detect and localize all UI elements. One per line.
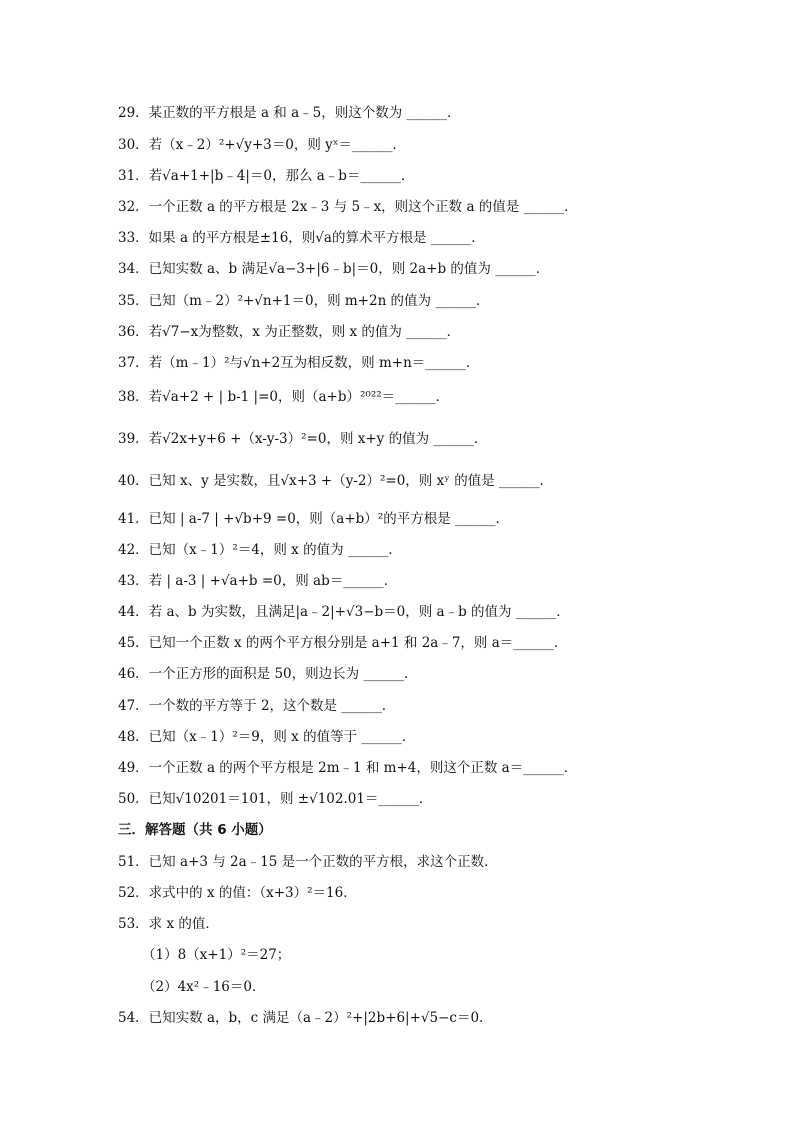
question-35: 35．已知（m﹣2）²+√n+1＝0，则 m+2n 的值为 ______． (118, 293, 490, 309)
question-33: 33．如果 a 的平方根是±16，则√a的算术平方根是 ______． (118, 230, 485, 246)
question-48: 48．已知（x﹣1）²＝9，则 x 的值等于 ______． (118, 729, 416, 745)
question-29: 29．某正数的平方根是 a 和 a﹣5，则这个数为 ______． (118, 105, 461, 121)
question-40: 40．已知 x、y 是实数，且√x+3 +（y-2）²=0，则 xʸ 的值是 ______． (118, 473, 554, 489)
question-32: 32．一个正数 a 的平方根是 2x﹣3 与 5﹣x，则这个正数 a 的值是 ______． (118, 199, 578, 215)
question-53-part-2: （2）4x²﹣16＝0． (142, 979, 266, 995)
question-44: 44．若 a、b 为实数，且满足|a﹣2|+√3−b＝0，则 a﹣b 的值为 ______． (118, 604, 570, 620)
section-heading: 三．解答题（共 6 小题） (118, 822, 272, 838)
question-54: 54．已知实数 a，b，c 满足（a﹣2）²+|2b+6|+√5−c＝0． (118, 1010, 493, 1026)
question-42: 42．已知（x﹣1）²＝4，则 x 的值为 ______． (118, 542, 402, 558)
question-30: 30．若（x﹣2）²+√y+3＝0，则 yˣ＝______． (118, 137, 406, 153)
question-47: 47．一个数的平方等于 2，这个数是 ______． (118, 698, 396, 714)
question-41: 41．已知 | a-7 | +√b+9 =0，则（a+b）²的平方根是 ______． (118, 511, 509, 527)
question-46: 46．一个正方形的面积是 50，则边长为 ______． (118, 666, 418, 682)
question-36: 36．若√7−x为整数，x 为正整数，则 x 的值为 ______． (118, 324, 461, 340)
question-39: 39．若√2x+y+6 +（x-y-3）²=0，则 x+y 的值为 ______． (118, 431, 488, 447)
question-52: 52．求式中的 x 的值：（x+3）²＝16． (118, 885, 357, 901)
question-38: 38．若√a+2 + | b-1 |=0，则（a+b）²⁰²²＝______． (118, 389, 450, 405)
question-53-part-1: （1）8（x+1）²＝27； (142, 947, 291, 963)
question-50: 50．已知√10201＝101，则 ±√102.01＝______． (118, 791, 433, 807)
question-45: 45．已知一个正数 x 的两个平方根分别是 a+1 和 2a﹣7，则 a＝______． (118, 635, 568, 651)
question-53: 53．求 x 的值． (118, 916, 219, 932)
question-51: 51．已知 a+3 与 2a﹣15 是一个正数的平方根，求这个正数． (118, 854, 498, 870)
question-43: 43．若 | a-3 | +√a+b =0，则 ab＝______． (118, 573, 398, 589)
question-37: 37．若（m﹣1）²与√n+2互为相反数，则 m+n＝______． (118, 355, 480, 371)
question-49: 49．一个正数 a 的两个平方根是 2m﹣1 和 m+4，则这个正数 a＝______． (118, 760, 578, 776)
question-31: 31．若√a+1+|b﹣4|＝0，那么 a﹣b＝______． (118, 168, 415, 184)
question-34: 34．已知实数 a、b 满足√a−3+|6﹣b|＝0，则 2a+b 的值为 ______． (118, 261, 550, 277)
